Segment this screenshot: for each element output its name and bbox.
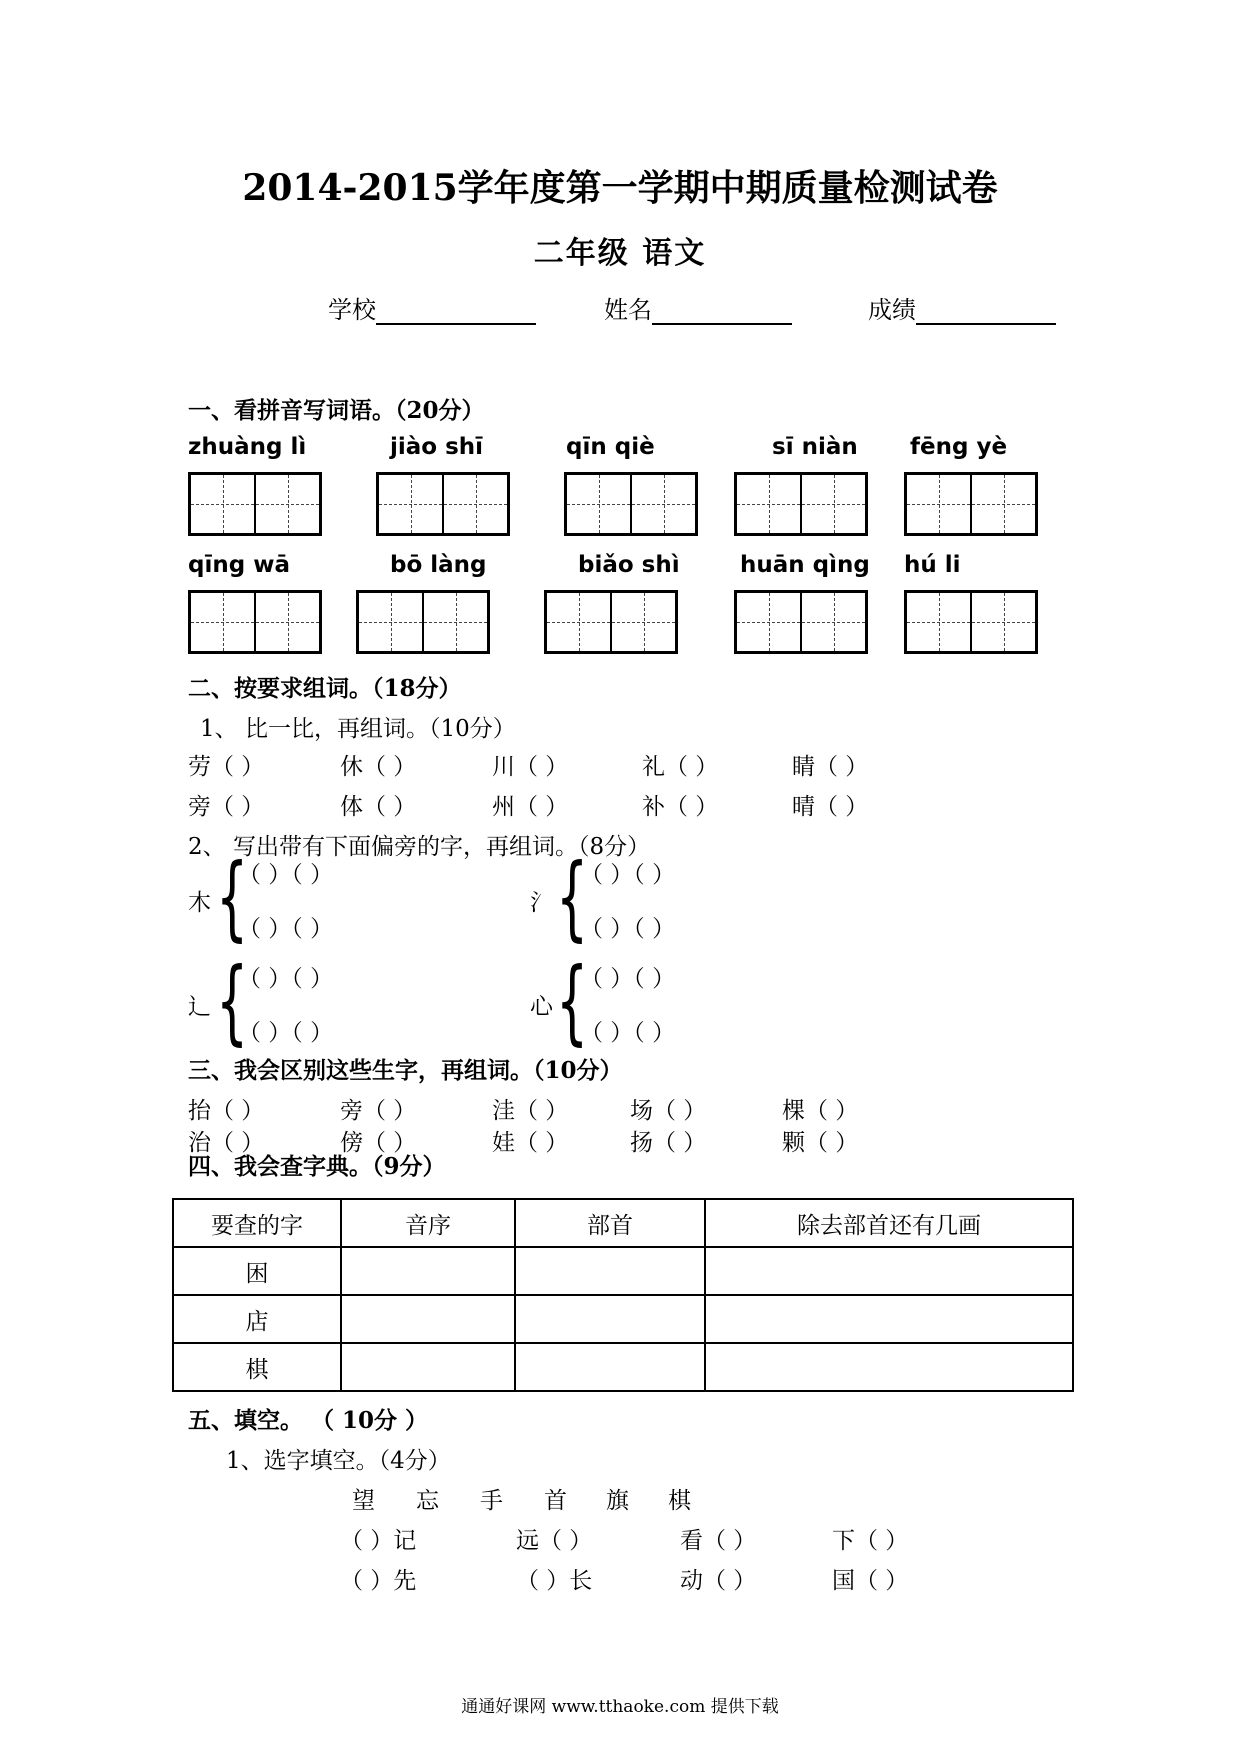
- column-header: 部首: [515, 1199, 705, 1247]
- distinguish-item[interactable]: 洼（ ）: [492, 1098, 569, 1124]
- section1-heading: 一、看拼音写词语。（20分）: [188, 397, 485, 424]
- radical-label: 氵: [530, 890, 553, 916]
- answer-cell[interactable]: [705, 1247, 1073, 1295]
- radical-blank[interactable]: （ ）（ ）: [580, 916, 676, 942]
- radical-blank[interactable]: （ ）（ ）: [238, 916, 334, 942]
- answer-cell[interactable]: [341, 1247, 515, 1295]
- brace-icon: {: [216, 844, 249, 951]
- radical-label: 木: [188, 890, 211, 916]
- writing-grid[interactable]: [188, 590, 322, 654]
- footer-credit: 通通好课网 www.tthaoke.com 提供下载: [461, 1697, 779, 1717]
- choice-char: 忘: [416, 1488, 439, 1514]
- pinyin: zhuàng lì: [188, 434, 307, 460]
- fill-item[interactable]: （ ）长: [516, 1568, 593, 1594]
- pinyin: bō làng: [390, 552, 487, 578]
- distinguish-item[interactable]: 抬（ ）: [188, 1098, 265, 1124]
- answer-cell[interactable]: [341, 1343, 515, 1391]
- choice-char: 手: [480, 1488, 503, 1514]
- brace-icon: {: [216, 948, 249, 1055]
- answer-cell[interactable]: [705, 1295, 1073, 1343]
- answer-cell[interactable]: [705, 1343, 1073, 1391]
- answer-cell[interactable]: [515, 1343, 705, 1391]
- compare-item[interactable]: 晴（ ）: [792, 794, 869, 820]
- answer-cell[interactable]: [515, 1295, 705, 1343]
- writing-grid[interactable]: [734, 590, 868, 654]
- fill-item[interactable]: 动（ ）: [680, 1568, 757, 1594]
- dictionary-table: [172, 1198, 1074, 1392]
- fill-item[interactable]: 远（ ）: [516, 1528, 593, 1554]
- page-subtitle: 二年级 语文: [533, 236, 707, 271]
- choice-char: 旗: [606, 1488, 629, 1514]
- pinyin: jiào shī: [390, 434, 484, 460]
- radical-label: 心: [530, 994, 553, 1020]
- column-header: 要查的字: [173, 1199, 341, 1247]
- distinguish-item[interactable]: 棵（ ）: [782, 1098, 859, 1124]
- radical-blank[interactable]: （ ）（ ）: [238, 966, 334, 992]
- radical-blank[interactable]: （ ）（ ）: [580, 862, 676, 888]
- pinyin: hú li: [904, 552, 961, 578]
- name-field[interactable]: [604, 290, 792, 325]
- radical-label: 辶: [188, 994, 211, 1020]
- choice-char: 望: [352, 1488, 375, 1514]
- distinguish-item[interactable]: 场（ ）: [630, 1098, 707, 1124]
- fill-item[interactable]: （ ）记: [340, 1528, 417, 1554]
- school-label: 学校: [328, 296, 376, 324]
- compare-item[interactable]: 川（ ）: [492, 754, 569, 780]
- distinguish-item[interactable]: 旁（ ）: [340, 1098, 417, 1124]
- section3-heading: 三、我会区别这些生字，再组词。（10分）: [188, 1057, 623, 1084]
- fill-item[interactable]: 看（ ）: [680, 1528, 757, 1554]
- choice-char: 首: [544, 1488, 567, 1514]
- brace-icon: {: [556, 948, 589, 1055]
- section2-heading: 二、按要求组词。（18分）: [188, 675, 462, 702]
- writing-grid[interactable]: [564, 472, 698, 536]
- distinguish-item[interactable]: 傍（ ）: [340, 1130, 417, 1156]
- writing-grid[interactable]: [188, 472, 322, 536]
- writing-grid[interactable]: [544, 590, 678, 654]
- fill-item[interactable]: 下（ ）: [832, 1528, 909, 1554]
- section4-heading: 四、我会查字典。（9分）: [188, 1153, 446, 1180]
- table-row: [173, 1343, 1073, 1391]
- compare-item[interactable]: 州（ ）: [492, 794, 569, 820]
- section2-q1: 1、 比一比，再组词。（10分）: [200, 716, 516, 742]
- compare-item[interactable]: 补（ ）: [642, 794, 719, 820]
- compare-item[interactable]: 旁（ ）: [188, 794, 265, 820]
- name-label: 姓名: [604, 296, 652, 324]
- school-field[interactable]: [328, 290, 536, 325]
- fill-item[interactable]: （ ）先: [340, 1568, 417, 1594]
- pinyin: huān qìng: [740, 552, 870, 578]
- distinguish-item[interactable]: 治（ ）: [188, 1130, 265, 1156]
- pinyin: qīng wā: [188, 552, 290, 578]
- writing-grid[interactable]: [356, 590, 490, 654]
- radical-blank[interactable]: （ ）（ ）: [238, 1020, 334, 1046]
- page-title: 2014-2015学年度第一学期中期质量检测试卷: [242, 167, 998, 209]
- score-label: 成绩: [868, 296, 916, 324]
- radical-blank[interactable]: （ ）（ ）: [238, 862, 334, 888]
- writing-grid[interactable]: [734, 472, 868, 536]
- pinyin: fēng yè: [910, 434, 1008, 460]
- compare-item[interactable]: 劳（ ）: [188, 754, 265, 780]
- column-header: 音序: [341, 1199, 515, 1247]
- answer-cell[interactable]: [515, 1247, 705, 1295]
- lookup-char: 店: [173, 1295, 341, 1343]
- choice-char: 棋: [668, 1488, 691, 1514]
- radical-blank[interactable]: （ ）（ ）: [580, 966, 676, 992]
- answer-cell[interactable]: [341, 1295, 515, 1343]
- compare-item[interactable]: 休（ ）: [340, 754, 417, 780]
- writing-grid[interactable]: [376, 472, 510, 536]
- fill-item[interactable]: 国（ ）: [832, 1568, 909, 1594]
- radical-blank[interactable]: （ ）（ ）: [580, 1020, 676, 1046]
- column-header: 除去部首还有几画: [705, 1199, 1073, 1247]
- score-field[interactable]: [868, 290, 1056, 325]
- section5-q1: 1、选字填空。（4分）: [226, 1448, 451, 1474]
- pinyin: sī niàn: [772, 434, 858, 460]
- distinguish-item[interactable]: 颗（ ）: [782, 1130, 859, 1156]
- table-row: [173, 1247, 1073, 1295]
- compare-item[interactable]: 体（ ）: [340, 794, 417, 820]
- table-row: [173, 1295, 1073, 1343]
- compare-item[interactable]: 睛（ ）: [792, 754, 869, 780]
- section5-heading: 五、填空。 （ 10分 ）: [188, 1407, 429, 1434]
- lookup-char: 棋: [173, 1343, 341, 1391]
- distinguish-item[interactable]: 扬（ ）: [630, 1130, 707, 1156]
- distinguish-item[interactable]: 娃（ ）: [492, 1130, 569, 1156]
- pinyin: biǎo shì: [578, 552, 680, 578]
- brace-icon: {: [556, 844, 589, 951]
- table-header-row: [173, 1199, 1073, 1247]
- writing-grid[interactable]: [904, 472, 1038, 536]
- section2-q2: 2、 写出带有下面偏旁的字，再组词。（8分）: [188, 834, 651, 860]
- pinyin: qīn qiè: [566, 434, 655, 460]
- writing-grid[interactable]: [904, 590, 1038, 654]
- lookup-char: 困: [173, 1247, 341, 1295]
- compare-item[interactable]: 礼（ ）: [642, 754, 719, 780]
